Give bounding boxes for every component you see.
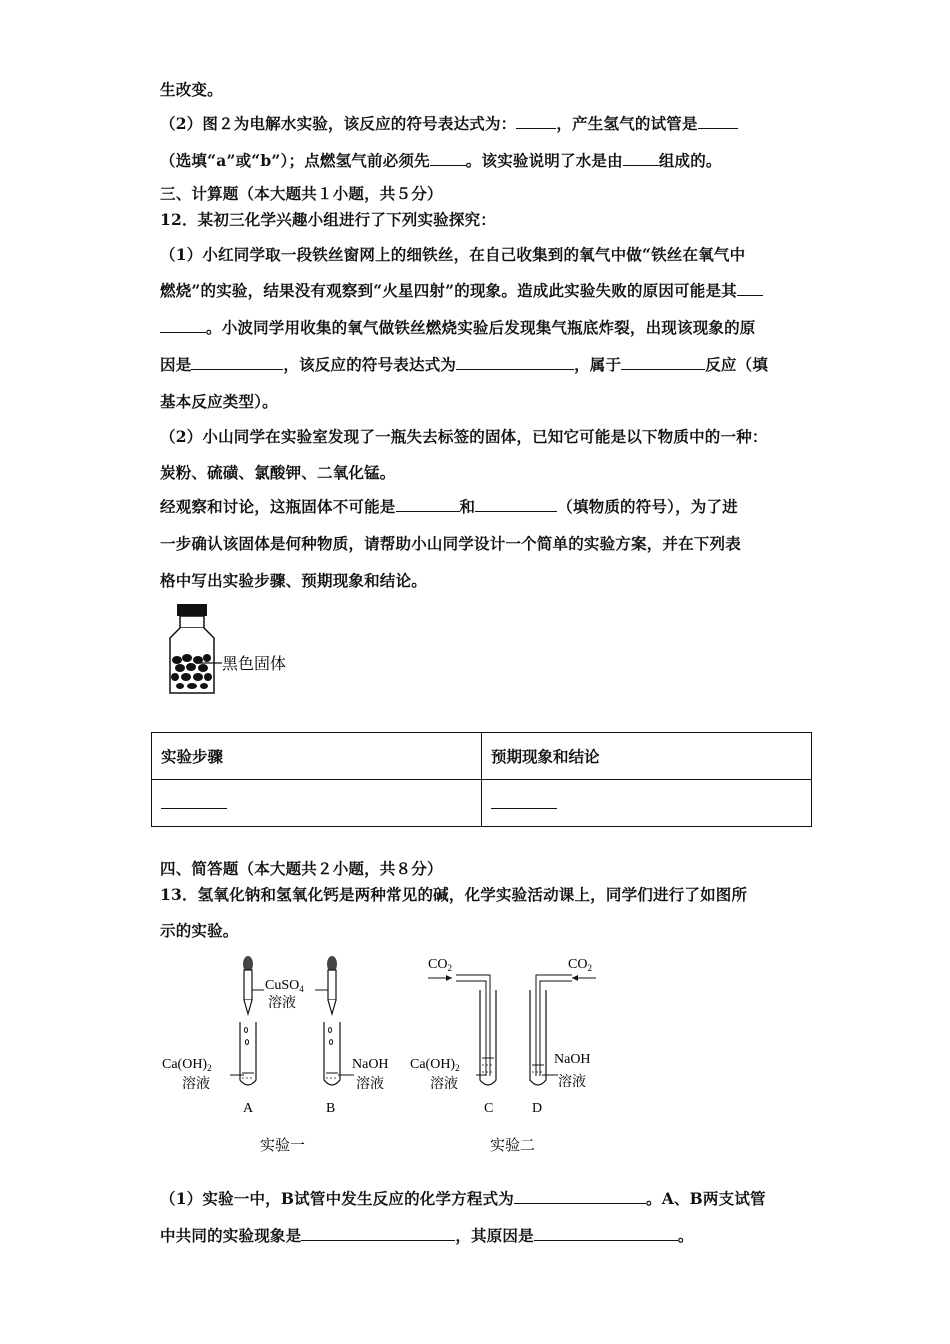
text: 和 — [459, 497, 476, 516]
text: ，属于 — [574, 355, 622, 374]
answer-blank[interactable] — [456, 355, 574, 370]
header-phenomena: 预期现象和结论 — [482, 733, 812, 780]
question-electrolysis — [160, 112, 738, 134]
question-13-part1 — [160, 1187, 766, 1209]
question-12-part1-cont2 — [160, 316, 756, 338]
tube-label-a: A — [243, 1101, 254, 1116]
answer-blank[interactable] — [698, 114, 738, 129]
table-row — [152, 780, 812, 827]
text: （2）小山同学在实验室发现了一瓶失去标签的固体，已知它可能是以下物质中的一种： — [160, 427, 768, 446]
text: 燃烧”的实验，结果没有观察到“火星四射”的现象。造成此实验失败的原因可能是其 — [160, 281, 737, 300]
text: 组成的。 — [658, 151, 722, 170]
question-12-part1-cont4 — [160, 390, 278, 412]
text: （1）小红同学取一段铁丝窗网上的细铁丝，在自己收集到的氧气中做“铁丝在氧气中 — [160, 245, 746, 264]
text: ，其原因是 — [455, 1226, 534, 1245]
test-tube-d — [530, 975, 572, 1085]
bottle-neck — [180, 616, 204, 628]
cuso4-solution-label: 溶液 — [268, 995, 296, 1011]
experiment-table — [151, 732, 812, 827]
answer-blank[interactable] — [621, 355, 705, 370]
test-tube-a — [240, 1022, 256, 1085]
answer-blank[interactable] — [160, 318, 206, 333]
test-tube-b — [324, 1022, 340, 1085]
text: 三、计算题（本大题共１小题，共５分） — [160, 184, 443, 203]
text: （选填“a”或“b”）；点燃氢气前必须先 — [160, 151, 430, 170]
answer-blank[interactable] — [491, 794, 557, 809]
answer-blank[interactable] — [191, 355, 283, 370]
answer-blank[interactable] — [475, 497, 557, 512]
text: 13．氢氧化钠和氢氧化钙是两种常见的碱，化学实验活动课上，同学们进行了如图所 — [160, 885, 748, 904]
question-13-part1-cont — [160, 1224, 694, 1246]
text: 中共同的实验现象是 — [160, 1226, 302, 1245]
answer-blank[interactable] — [396, 497, 460, 512]
answer-blank[interactable] — [514, 1189, 646, 1204]
solution-label-b: 溶液 — [356, 1076, 384, 1092]
tube-label-c: C — [484, 1101, 494, 1116]
answer-blank[interactable] — [430, 151, 466, 166]
solution-label-d: 溶液 — [558, 1074, 586, 1090]
text: 因是 — [160, 355, 192, 374]
text: 格中写出实验步骤、预期现象和结论。 — [160, 571, 427, 590]
question-12-part1-cont — [160, 279, 763, 301]
text: 。该实验说明了水是由 — [465, 151, 623, 170]
text: 基本反应类型）。 — [160, 392, 278, 411]
question-12-stem — [160, 208, 496, 230]
section-heading-short-answer — [160, 857, 443, 879]
question-13-stem — [160, 883, 747, 905]
text: 一步确认该固体是何种物质，请帮助小山同学设计一个简单的实验方案，并在下列表 — [160, 534, 741, 553]
text: 示的实验。 — [160, 921, 239, 940]
question-12-part1 — [160, 243, 745, 265]
answer-blank[interactable] — [623, 151, 659, 166]
co2-label-right: $CO_2$ — [568, 957, 592, 973]
co2-label-left: $CO_2$ — [428, 957, 452, 973]
test-tube-c — [456, 975, 496, 1085]
naoh-label-b: NaOH — [352, 1057, 389, 1072]
cell-phenomena — [482, 780, 812, 827]
text: 四、简答题（本大题共２小题，共８分） — [160, 859, 443, 878]
bottle-cap — [177, 604, 207, 616]
question-13-stem-cont — [160, 919, 239, 941]
section-heading-calculation — [160, 182, 443, 204]
header-steps: 实验步骤 — [152, 733, 482, 780]
text: 生改变。 — [160, 80, 223, 99]
question-12-part2-cont3 — [160, 569, 427, 591]
line-continuation — [160, 78, 223, 100]
bottle-label: 黑色固体 — [222, 654, 287, 673]
text: （填物质的符号），为了进 — [557, 497, 738, 516]
text: 。小波同学用收集的氧气做铁丝燃烧实验后发现集气瓶底炸裂，出现该现象的原 — [206, 318, 756, 337]
text: ，该反应的符号表达式为 — [283, 355, 457, 374]
solution-label-a: 溶液 — [182, 1076, 210, 1092]
cuso4-label: CuSO$_4$ — [265, 978, 304, 994]
experiment-2-caption: 实验二 — [490, 1136, 536, 1154]
answer-blank[interactable] — [301, 1226, 455, 1241]
answer-blank[interactable] — [534, 1226, 678, 1241]
text: 。 — [677, 1226, 694, 1245]
solution-label-c: 溶液 — [430, 1076, 458, 1092]
experiment-figure — [160, 950, 620, 1160]
question-12-part2-cont — [160, 495, 738, 517]
dropper-right — [327, 956, 337, 1014]
tube-label-d: D — [532, 1101, 543, 1116]
reagent-bottle-figure — [160, 600, 320, 700]
cell-steps — [152, 780, 482, 827]
text: 。A、B两支试管 — [646, 1189, 766, 1208]
text: ，产生氢气的试管是 — [556, 114, 698, 133]
text: （1）实验一中，B试管中发生反应的化学方程式为 — [160, 1189, 514, 1208]
text: （2）图２为电解水实验，该反应的符号表达式为： — [160, 114, 517, 133]
tube-label-b: B — [326, 1101, 336, 1116]
text: 经观察和讨论，这瓶固体不可能是 — [160, 497, 396, 516]
answer-blank[interactable] — [161, 794, 227, 809]
text: 炭粉、硫磺、氯酸钾、二氧化锰。 — [160, 463, 396, 482]
answer-blank[interactable] — [516, 114, 556, 129]
answer-blank[interactable] — [737, 281, 763, 296]
caoh2-label-c: $Ca(OH)_2$ — [410, 1057, 460, 1073]
caoh2-label-a: $Ca(OH)_2$ — [162, 1057, 212, 1073]
naoh-label-d: NaOH — [554, 1052, 591, 1067]
text: 12．某初三化学兴趣小组进行了下列实验探究： — [160, 210, 496, 229]
question-12-part2 — [160, 425, 768, 447]
dropper-left — [243, 956, 253, 1014]
table-header-row — [152, 733, 812, 780]
question-12-part2-substances — [160, 461, 396, 483]
text: 反应（填 — [705, 355, 769, 374]
question-electrolysis-cont — [160, 149, 722, 171]
experiment-1-caption: 实验一 — [260, 1136, 306, 1154]
question-12-part2-cont2 — [160, 532, 741, 554]
question-12-part1-cont3 — [160, 353, 768, 375]
